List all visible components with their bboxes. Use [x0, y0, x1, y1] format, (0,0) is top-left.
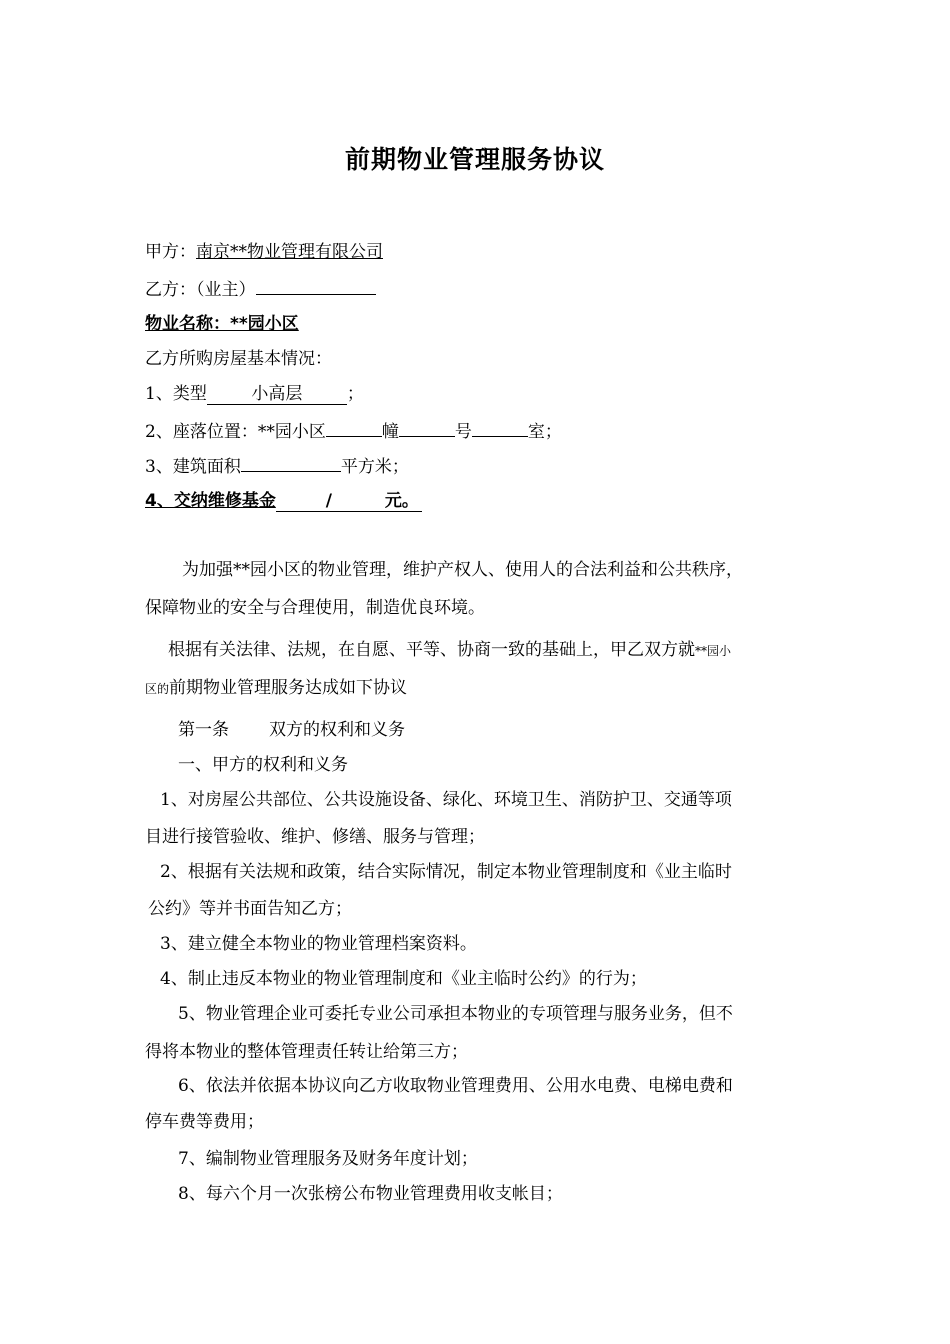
document-title: 前期物业管理服务协议	[344, 145, 605, 174]
section-heading: 一、甲方的权利和义务	[178, 755, 348, 775]
intro-paragraph-2-line-2	[145, 676, 407, 701]
property-name-text: 物业名称：**园小区	[145, 314, 299, 334]
item-area-prefix: 3、建筑面积	[145, 457, 241, 477]
property-name	[145, 312, 299, 336]
party-a-value: 南京**物业管理有限公司	[196, 242, 383, 262]
intro2-small-text: **园小	[695, 644, 732, 658]
intro2-text-2: 前期物业管理服务达成如下协议	[169, 678, 408, 698]
clause-line: 8、每六个月一次张榜公布物业管理费用收支帐目；	[178, 1184, 563, 1204]
item-fund-value: /	[276, 491, 382, 512]
clause-line: 停车费等费用；	[145, 1112, 264, 1132]
area-blank	[241, 453, 341, 472]
item-fund-prefix: 4、交纳维修基金	[145, 491, 276, 511]
party-b-label: 乙方：（业主）	[145, 280, 256, 300]
item-location-prefix: 2、座落位置：**园小区	[145, 422, 326, 442]
party-a-label: 甲方：	[145, 242, 196, 262]
intro2-small-text-2: 区的	[145, 682, 170, 696]
intro-paragraph-1-line-2: 保障物业的安全与合理使用，制造优良环境。	[145, 598, 485, 618]
intro-paragraph-2-line-1	[168, 638, 731, 663]
item-fund-suffix: 元。	[382, 491, 422, 512]
house-info-heading: 乙方所购房屋基本情况：	[145, 349, 332, 369]
item-type	[145, 382, 364, 406]
clause-line: 4、制止违反本物业的物业管理制度和《业主临时公约》的行为；	[160, 969, 647, 989]
item-type-prefix: 1、类型	[145, 384, 207, 404]
clause-line: 1、对房屋公共部位、公共设施设备、绿化、环境卫生、消防护卫、交通等项	[160, 790, 732, 810]
party-b-blank	[256, 276, 376, 295]
building-label: 幢	[381, 422, 399, 442]
item-area-suffix: 平方米；	[340, 457, 409, 477]
article-1-heading	[178, 718, 405, 742]
intro2-text: 根据有关法律、法规，在自愿、平等、协商一致的基础上，甲乙双方就	[168, 640, 695, 660]
item-area	[145, 453, 409, 479]
article-number: 第一条	[178, 720, 229, 740]
intro-paragraph-1-line-1: 为加强**园小区的物业管理，维护产权人、使用人的合法利益和公共秩序，	[182, 560, 743, 580]
clause-line: 5、物业管理企业可委托专业公司承担本物业的专项管理与服务业务，但不	[178, 1004, 733, 1024]
party-a-line	[145, 240, 383, 264]
party-b-line	[145, 276, 376, 302]
room-label: 室；	[527, 422, 562, 442]
item-type-value: 小高层	[207, 384, 347, 405]
clause-line: 公约》等并书面告知乙方；	[148, 899, 352, 919]
clause-line: 7、编制物业管理服务及财务年度计划；	[178, 1149, 478, 1169]
room-blank	[472, 418, 528, 437]
number-blank	[399, 418, 455, 437]
item-fund	[145, 489, 422, 513]
building-blank	[326, 418, 382, 437]
item-location	[145, 418, 562, 444]
clause-line: 得将本物业的整体管理责任转让给第三方；	[145, 1042, 468, 1062]
clause-line: 6、依法并依据本协议向乙方收取物业管理费用、公用水电费、电梯电费和	[178, 1076, 733, 1096]
clause-line: 3、建立健全本物业的物业管理档案资料。	[160, 934, 477, 954]
number-label: 号	[454, 422, 472, 442]
clause-line: 2、根据有关法规和政策，结合实际情况，制定本物业管理制度和《业主临时	[160, 862, 732, 882]
clause-line: 目进行接管验收、维护、修缮、服务与管理；	[145, 827, 485, 847]
article-title: 双方的权利和义务	[269, 720, 405, 740]
item-type-suffix: ；	[346, 384, 364, 404]
